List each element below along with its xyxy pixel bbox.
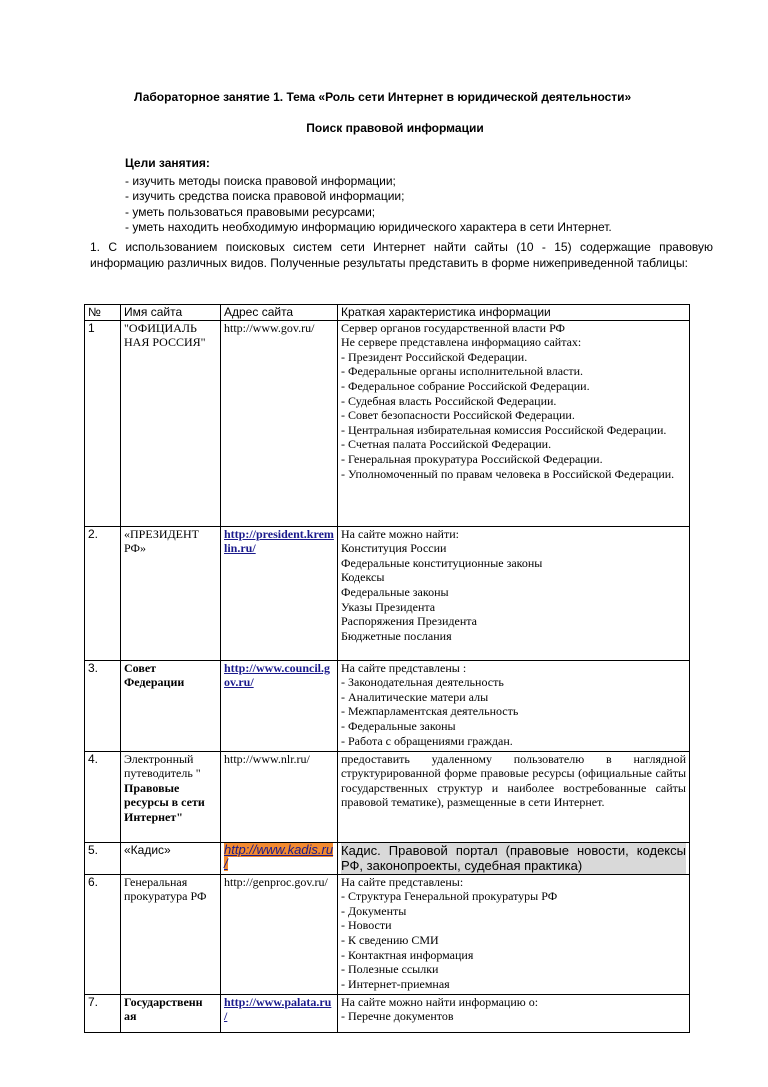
site-url-link[interactable]: http://www.nlr.ru/ [224, 751, 310, 766]
site-description [338, 660, 690, 751]
site-description [338, 842, 690, 874]
row-number: 7. [85, 994, 121, 1032]
col-header-name: Имя сайта [121, 305, 221, 321]
site-url-link[interactable]: http://president.kremlin.ru/ [224, 526, 334, 556]
desc-line: На сайте представлены : [341, 660, 467, 675]
desc-line: Конституция России [341, 541, 447, 556]
goal-item: - уметь пользоваться правовыми ресурсами; [125, 204, 376, 219]
site-url-link[interactable]: http://www.gov.ru/ [224, 320, 315, 335]
site-name: Государственн ая [121, 994, 221, 1032]
site-url[interactable] [221, 874, 338, 994]
table-row [85, 842, 690, 874]
desc-line: На сайте можно найти: [341, 526, 459, 541]
task-paragraph: 1. С использованием поисковых систем сети Интернет найти сайты (10 - 15) содержащие правовую информацию различных видов. Полученные результаты представить в форме нижеприведенной таблицы: [90, 240, 713, 270]
site-name: «Кадис» [121, 842, 221, 874]
row-number: 4. [85, 751, 121, 842]
site-url[interactable] [221, 751, 338, 842]
site-name: "ОФИЦИАЛЬ НАЯ РОССИЯ" [121, 320, 221, 526]
desc-line: - Работа с обращениями граждан. [341, 733, 513, 748]
row-number: 5. [85, 842, 121, 874]
col-header-description: Краткая характеристика информации [338, 305, 690, 321]
site-description [338, 526, 690, 660]
site-url[interactable] [221, 660, 338, 751]
desc-line: - Счетная палата Российской Федерации. [341, 437, 552, 452]
desc-line: - Законодательная деятельность [341, 675, 504, 690]
goal-item: - уметь находить необходимую информацию юридического характера в сети Интернет. [125, 220, 612, 234]
desc-line: - Федеральные законы [341, 718, 456, 733]
desc-line: - Судебная власть Российской Федерации. [341, 393, 557, 408]
table-row [85, 994, 690, 1032]
site-url[interactable] [221, 526, 338, 660]
site-url-link[interactable]: http://www.council.gov.ru/ [224, 660, 331, 690]
site-name: «ПРЕЗИДЕНТ РФ» [121, 526, 221, 660]
site-url[interactable] [221, 994, 338, 1032]
desc-line: Распоряжения Президента [341, 614, 477, 629]
site-url-link[interactable]: http://genproc.gov.ru/ [224, 874, 328, 889]
site-description [338, 874, 690, 994]
site-name-part-bold: Правовые ресурсы в сети Интернет" [124, 780, 205, 824]
desc-line: Федеральные законы [341, 584, 449, 599]
row-number: 6. [85, 874, 121, 994]
goals-section [125, 156, 612, 236]
desc-line: - Центральная избирательная комиссия Российской Федерации. [341, 422, 667, 437]
desc-line: - Новости [341, 918, 392, 933]
goal-item: - изучить методы поиска правовой информации; [125, 173, 396, 188]
desc-line: - Перечне документов [341, 1009, 454, 1024]
goals-heading: Цели занятия: [125, 156, 210, 170]
desc-line: - Межпарламентская деятельность [341, 704, 519, 719]
desc-line: - Структура Генеральной прокуратуры РФ [341, 889, 558, 904]
desc-line: Бюджетные послания [341, 628, 452, 643]
row-number: 2. [85, 526, 121, 660]
table-header-row [85, 305, 690, 321]
site-description [338, 320, 690, 526]
desc-line: Не сервере представлена информацияо сайтах: [341, 335, 582, 350]
desc-line: - Президент Российской Федерации. [341, 349, 528, 364]
desc-line: Сервер органов государственной власти РФ [341, 320, 566, 335]
table-row [85, 751, 690, 842]
desc-line: - Федеральные органы исполнительной власти. [341, 364, 584, 379]
table-row [85, 526, 690, 660]
desc-line: - Интернет-приемная [341, 976, 450, 991]
desc-line: - Аналитические матери алы [341, 689, 489, 704]
site-description [338, 994, 690, 1032]
site-url-link[interactable]: http://www.palata.ru/ [224, 994, 332, 1024]
desc-line: - Документы [341, 903, 407, 918]
desc-line: На сайте можно найти информацию о: [341, 994, 539, 1009]
desc-highlight: Кадис. Правовой портал (правовые новости, кодексы РФ, законопроекты, судебная практика) [341, 842, 686, 874]
desc-line: - Генеральная прокуратура Российской Федерации. [341, 451, 603, 466]
site-name-part: Электронный путеводитель " [124, 751, 201, 781]
site-name: Генеральная прокуратура РФ [121, 874, 221, 994]
desc-line: - Федеральное собрание Российской Федерации. [341, 378, 590, 393]
site-name: Совет Федерации [121, 660, 221, 751]
page-title: Лабораторное занятие 1. Тема «Роль сети Интернет в юридической деятельности» [134, 90, 632, 104]
site-description: предоставить удаленному пользователю в наглядной структурированной форме правовые ресурсы (официальные сайты государственных структур и наиболее востребованные сайты правовой тематике), размещенные в сети Интернет. [338, 751, 690, 842]
desc-line: На сайте представлены: [341, 874, 464, 889]
desc-line: - К сведению СМИ [341, 932, 439, 947]
row-number: 1 [85, 320, 121, 526]
desc-line: - Полезные ссылки [341, 962, 439, 977]
sites-table [84, 304, 690, 1033]
goal-item: - изучить средства поиска правовой информации; [125, 189, 405, 203]
col-header-number: № [85, 305, 121, 321]
table-row [85, 320, 690, 526]
col-header-address: Адрес сайта [221, 305, 338, 321]
desc-line: - Совет безопасности Российской Федерации. [341, 408, 575, 423]
desc-line: Кодексы [341, 570, 385, 585]
site-url-link[interactable]: http://www.kadis.ru/ [224, 842, 334, 872]
table-row [85, 874, 690, 994]
desc-line: Федеральные конституционные законы [341, 555, 543, 570]
site-name [121, 751, 221, 842]
table-row [85, 660, 690, 751]
desc-line: - Уполномоченный по правам человека в Российской Федерации. [341, 466, 675, 481]
desc-line: - Контактная информация [341, 947, 474, 962]
page-subtitle: Поиск правовой информации [306, 121, 484, 135]
row-number: 3. [85, 660, 121, 751]
site-url[interactable] [221, 320, 338, 526]
site-url[interactable] [221, 842, 338, 874]
desc-line: Указы Президента [341, 599, 436, 614]
